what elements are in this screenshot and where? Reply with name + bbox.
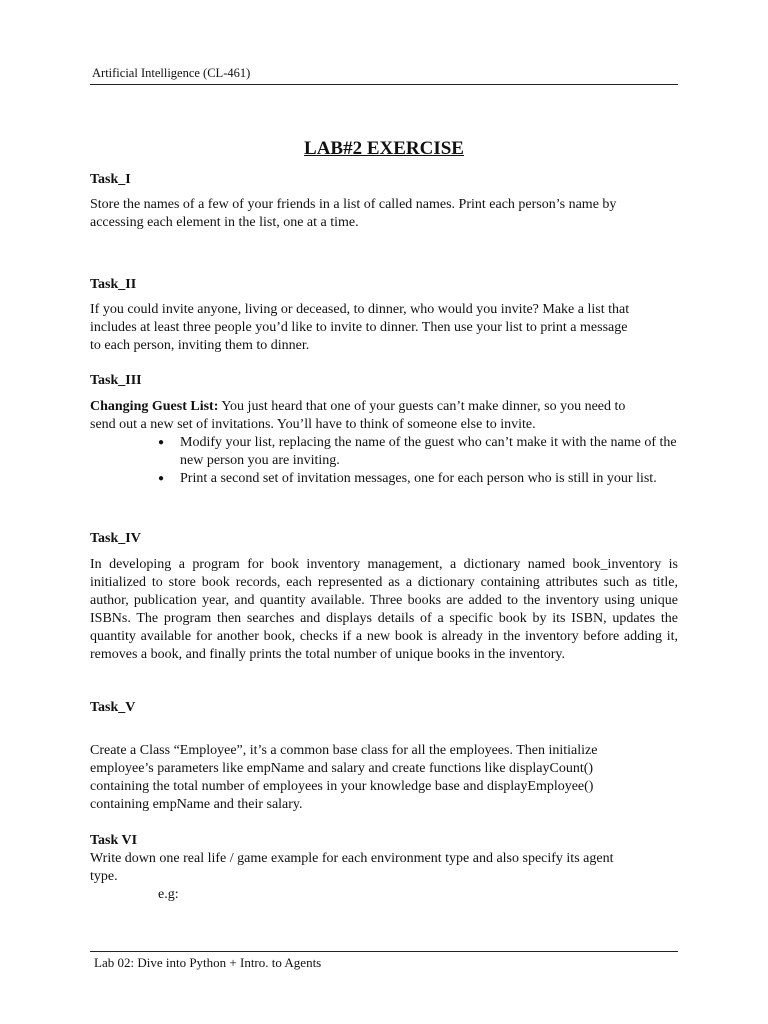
footer-lab-title: Lab 02: Dive into Python + Intro. to Agents	[94, 955, 322, 970]
footer-divider	[90, 951, 678, 952]
task-2-body	[90, 301, 678, 355]
task-heading: Task_IV	[90, 531, 141, 546]
header-course-title: Artificial Intelligence (CL-461)	[92, 66, 251, 80]
task-6-line: Write down one real life / game example for each environment type and also specify its agent	[90, 851, 614, 866]
task-2-heading	[90, 276, 678, 294]
task-4-heading	[90, 530, 678, 548]
task-1-line: Store the names of a few of your friends in a list of called names. Print each person’s name by	[90, 197, 617, 212]
task-4-body	[90, 556, 678, 664]
task-5-heading	[90, 699, 678, 717]
bullet-item: ● Print a second set of invitation messages, one for each person who is still in your list.	[90, 470, 678, 488]
task-4-paragraph: In developing a program for book inventory management, a dictionary named book_inventory is initialized to store book records, each represented as a dictionary containing attributes such as title, author, publication year, and quantity available. Three books are added to the inventory using unique ISBNs. The program then searches and displays details of a specific book by its ISBN, updates the quantity available for another book, checks if a new book is already in the inventory before adding it, removes a book, and finally prints the total number of unique books in the inventory.	[90, 557, 678, 662]
task-6-body	[90, 850, 678, 904]
task-heading: Task_II	[90, 277, 137, 292]
task-heading: Task_III	[90, 373, 142, 388]
task-1-heading	[90, 171, 678, 189]
task-1-body	[90, 196, 678, 232]
task-3-lead-rest: You just heard that one of your guests can’t make dinner, so you need to	[218, 399, 626, 414]
task-3-line: send out a new set of invitations. You’ll have to think of someone else to invite.	[90, 417, 536, 432]
task-heading: Task_I	[90, 172, 131, 187]
task-5-line: employee’s parameters like empName and salary and create functions like displayCount()	[90, 761, 594, 776]
task-2-line: to each person, inviting them to dinner.	[90, 338, 310, 353]
task-5-line: Create a Class “Employee”, it’s a common base class for all the employees. Then initialize	[90, 743, 598, 758]
task-1-line: accessing each element in the list, one at a time.	[90, 215, 359, 230]
task-6-heading	[90, 832, 678, 850]
task-3-body	[90, 398, 678, 488]
task-3-bullet-list	[90, 434, 678, 488]
task-5-body	[90, 742, 678, 814]
task-heading: Task VI	[90, 833, 138, 848]
task-6-line: type.	[90, 869, 118, 884]
page-title: LAB#2 EXERCISE	[304, 138, 464, 159]
task-5-line: containing the total number of employees in your knowledge base and displayEmployee()	[90, 779, 594, 794]
task-5-line: containing empName and their salary.	[90, 797, 303, 812]
header-divider	[90, 84, 678, 85]
bullet-item: ● Modify your list, replacing the name of the guest who can’t make it with the name of the new person you are inviting.	[90, 434, 678, 470]
task-3-lead-bold: Changing Guest List:	[90, 399, 219, 414]
task-2-line: includes at least three people you’d like to invite to dinner. Then use your list to print a message	[90, 320, 628, 335]
task-2-line: If you could invite anyone, living or deceased, to dinner, who would you invite? Make a list that	[90, 302, 630, 317]
task-6-example-label: e.g:	[158, 887, 179, 902]
task-3-heading	[90, 372, 678, 390]
task-heading: Task_V	[90, 700, 136, 715]
task-3-intro	[90, 398, 678, 416]
